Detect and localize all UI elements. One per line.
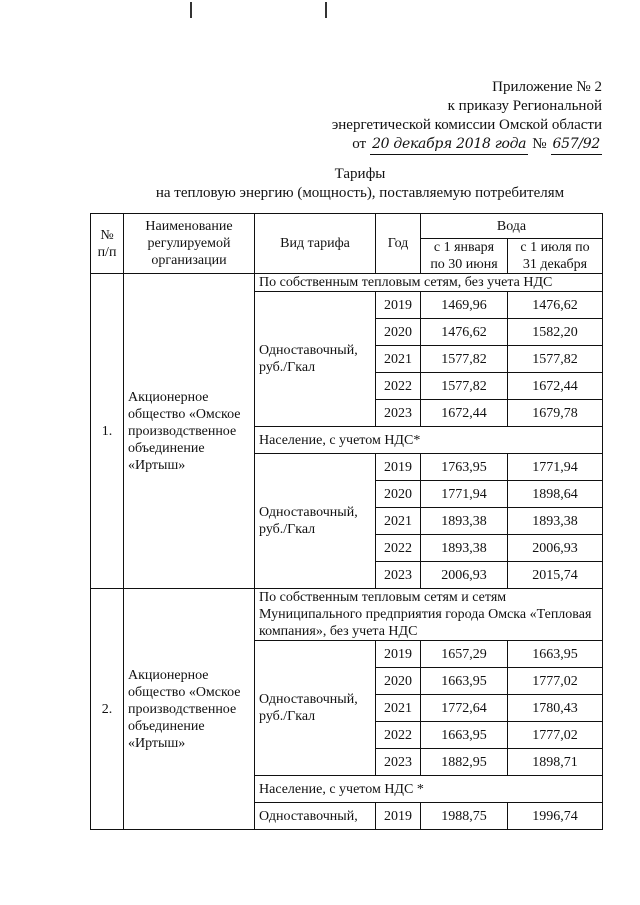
year-cell: 2020 [376,481,421,508]
value-cell-2: 1577,82 [508,346,603,373]
header-org: Наименование регулируемой организации [124,214,255,274]
year-cell: 2020 [376,319,421,346]
header-period-2: с 1 июля по 31 декабря [508,239,603,274]
entry-2-section-1-kind: Одноставочный, руб./Гкал [255,641,376,776]
value-cell-2: 1780,43 [508,695,603,722]
year-cell: 2020 [376,668,421,695]
value-cell-1: 1882,95 [421,749,508,776]
year-cell: 2021 [376,695,421,722]
value-cell-1: 1988,75 [421,803,508,830]
appendix-date-line [352,135,602,155]
value-cell-1: 1577,82 [421,346,508,373]
value-cell-1: 1893,38 [421,535,508,562]
page-mark-left [190,2,192,18]
tariff-table [90,213,603,830]
value-cell-1: 1476,62 [421,319,508,346]
appendix-line-3: энергетической комиссии Омской области [331,117,602,133]
year-cell: 2019 [376,803,421,830]
appendix-header [332,78,602,155]
handwritten-number: 657/92 [551,135,602,155]
entry-2-number: 2. [91,589,124,830]
value-cell-2: 1476,62 [508,292,603,319]
value-cell-2: 1672,44 [508,373,603,400]
value-cell-1: 2006,93 [421,562,508,589]
year-cell: 2019 [376,454,421,481]
entry-1-section-1-title: По собственным тепловым сетям, без учета НДС [255,274,603,292]
year-cell: 2022 [376,373,421,400]
year-cell: 2022 [376,535,421,562]
date-prefix: от [352,136,367,152]
entry-2-section-2-title: Население, с учетом НДС * [255,776,603,803]
page-mark-right [325,2,327,18]
value-cell-2: 1898,71 [508,749,603,776]
appendix-line-1: Приложение № 2 [492,79,602,95]
value-cell-2: 1898,64 [508,481,603,508]
year-cell: 2022 [376,722,421,749]
value-cell-2: 1777,02 [508,722,603,749]
title-line-1: Тарифы [334,166,386,182]
value-cell-2: 1893,38 [508,508,603,535]
entry-1-number: 1. [91,274,124,589]
value-cell-2: 1996,74 [508,803,603,830]
value-cell-1: 1771,94 [421,481,508,508]
entry-1-section-2-title: Население, с учетом НДС* [255,427,603,454]
value-cell-1: 1577,82 [421,373,508,400]
value-cell-1: 1469,96 [421,292,508,319]
year-cell: 2023 [376,562,421,589]
value-cell-1: 1893,38 [421,508,508,535]
value-cell-2: 1771,94 [508,454,603,481]
number-prefix: № [532,136,547,152]
value-cell-2: 1777,02 [508,668,603,695]
header-water: Вода [421,214,603,239]
document-title [60,165,640,203]
appendix-line-2: к приказу Региональной [447,98,602,114]
entry-2-section-2-kind: Одноставочный, [255,803,376,830]
header-num: № п/п [91,214,124,274]
year-cell: 2023 [376,749,421,776]
value-cell-1: 1663,95 [421,668,508,695]
header-year: Год [376,214,421,274]
value-cell-1: 1772,64 [421,695,508,722]
entry-2-org: Акционерное общество «Омское производственное объединение «Иртыш» [124,589,255,830]
year-cell: 2019 [376,292,421,319]
value-cell-1: 1657,29 [421,641,508,668]
year-cell: 2019 [376,641,421,668]
value-cell-2: 2006,93 [508,535,603,562]
entry-1-section-2-kind: Одноставочный, руб./Гкал [255,454,376,589]
header-kind: Вид тарифа [255,214,376,274]
year-cell: 2023 [376,400,421,427]
value-cell-2: 1582,20 [508,319,603,346]
value-cell-1: 1663,95 [421,722,508,749]
value-cell-2: 1663,95 [508,641,603,668]
value-cell-2: 1679,78 [508,400,603,427]
entry-2-section-1-title: По собственным тепловым сетям и сетям Муниципального предприятия города Омска «Тепловая компания», без учета НДС [255,589,603,641]
year-cell: 2021 [376,346,421,373]
value-cell-1: 1672,44 [421,400,508,427]
value-cell-1: 1763,95 [421,454,508,481]
year-cell: 2021 [376,508,421,535]
value-cell-2: 2015,74 [508,562,603,589]
entry-1-section-1-kind: Одноставочный, руб./Гкал [255,292,376,427]
title-line-2: на тепловую энергию (мощность), поставляемую потребителям [155,185,565,201]
entry-1-org: Акционерное общество «Омское производственное объединение «Иртыш» [124,274,255,589]
handwritten-date: 20 декабря 2018 года [370,135,528,155]
header-period-1: с 1 января по 30 июня [421,239,508,274]
